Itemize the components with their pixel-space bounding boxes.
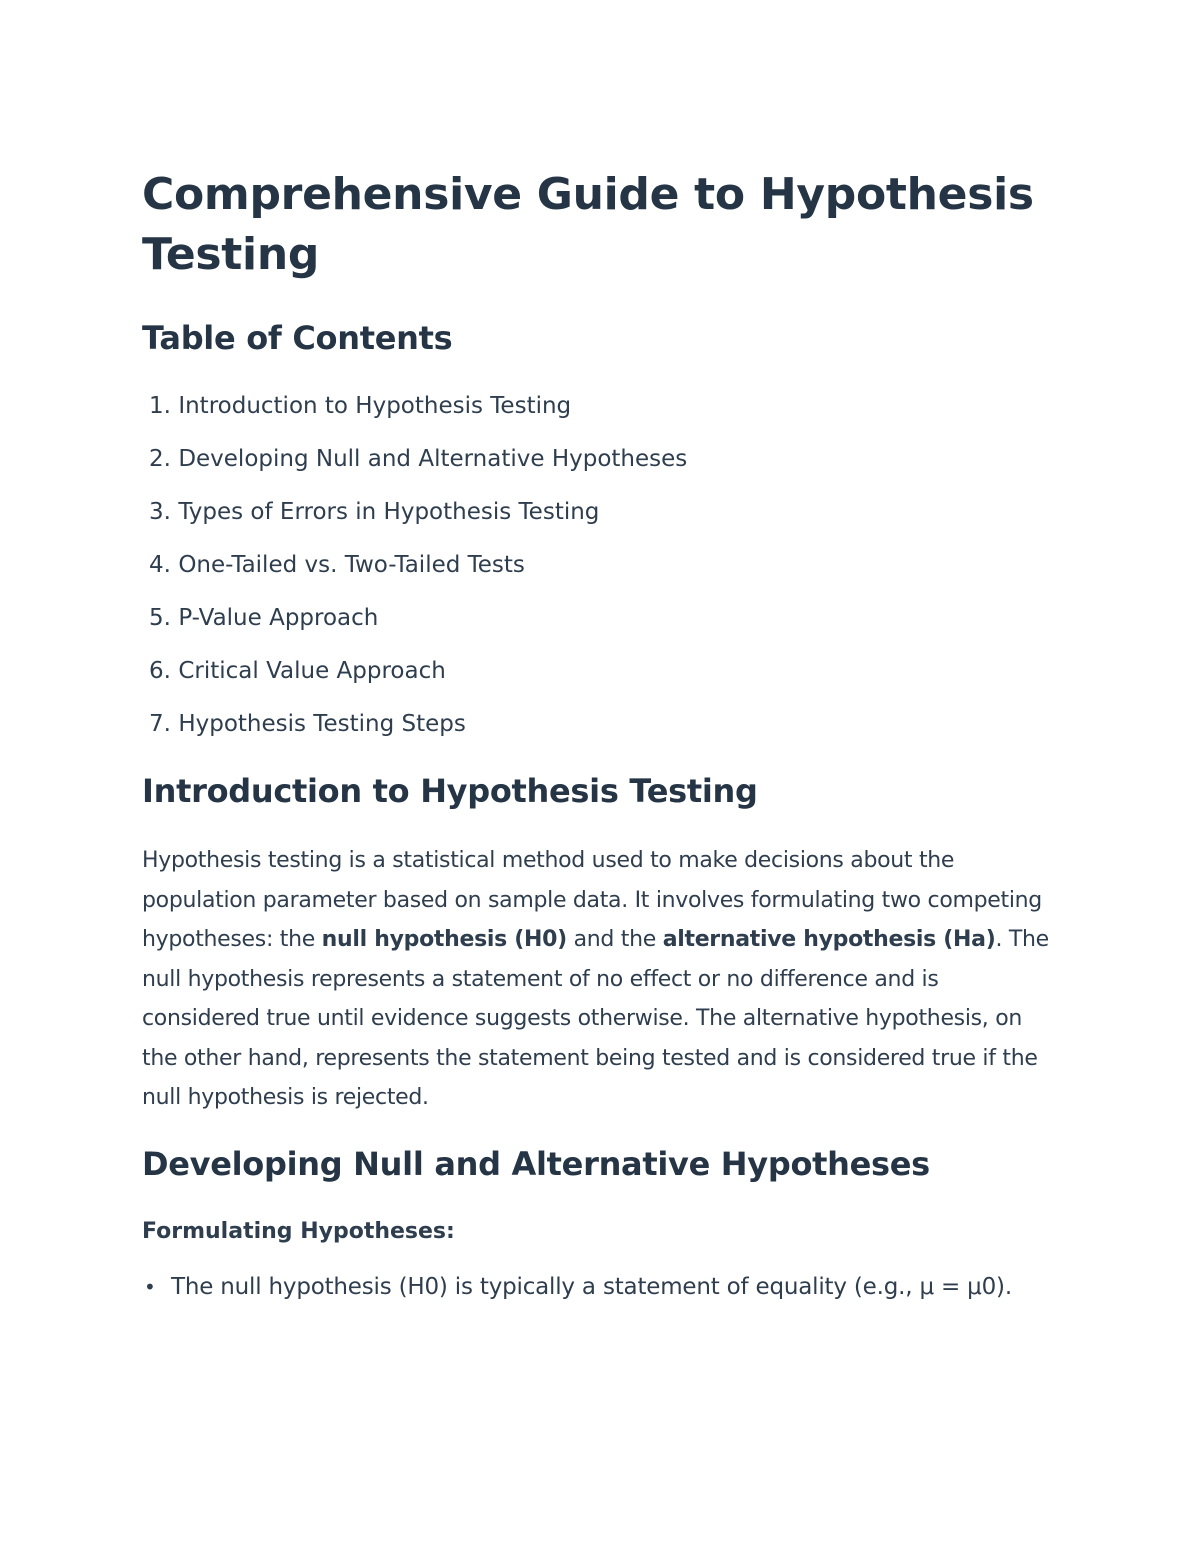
intro-text-part: Hypothesis testing is a statistical method used to make decisions about the population parameter based on sample data. It involves formulating two competing hypotheses: the	[142, 848, 1042, 952]
table-of-contents	[142, 391, 687, 762]
toc-item-critical-value[interactable]	[142, 656, 687, 709]
toc-item-number: 7.	[149, 711, 171, 737]
toc-item-number: 3.	[149, 499, 171, 525]
toc-item-p-value[interactable]	[142, 603, 687, 656]
toc-item-label: Hypothesis Testing Steps	[178, 711, 466, 737]
toc-item-number: 4.	[149, 552, 171, 578]
toc-item-label: One-Tailed vs. Two-Tailed Tests	[178, 552, 525, 578]
intro-paragraph	[142, 841, 1057, 1118]
intro-heading: Introduction to Hypothesis Testing	[142, 772, 758, 810]
toc-item-label: Developing Null and Alternative Hypotheses	[178, 446, 688, 472]
intro-text-part: and the	[566, 927, 663, 952]
bullet-icon: •	[144, 1275, 156, 1299]
alternative-hypothesis-term: alternative hypothesis (Ha)	[662, 927, 996, 952]
toc-item-number: 5.	[149, 605, 171, 631]
toc-item-number: 1.	[149, 393, 171, 419]
toc-item-introduction[interactable]	[142, 391, 687, 444]
null-hypothesis-term: null hypothesis (H0)	[321, 927, 567, 952]
formulating-subheading: Formulating Hypotheses:	[142, 1219, 455, 1244]
toc-heading: Table of Contents	[142, 319, 453, 357]
toc-item-number: 6.	[149, 658, 171, 684]
toc-item-label: Introduction to Hypothesis Testing	[178, 393, 572, 419]
list-item-text: The null hypothesis (H0) is typically a statement of equality (e.g., μ = μ0).	[171, 1274, 1012, 1300]
toc-item-tailed-tests[interactable]	[142, 550, 687, 603]
developing-heading: Developing Null and Alternative Hypotheses	[142, 1145, 930, 1183]
toc-item-developing-hypotheses[interactable]	[142, 444, 687, 497]
formulating-bullet-list	[142, 1268, 1042, 1307]
toc-item-label: Types of Errors in Hypothesis Testing	[178, 499, 600, 525]
toc-item-testing-steps[interactable]	[142, 709, 687, 762]
toc-item-types-of-errors[interactable]	[142, 497, 687, 550]
intro-text-part: . The null hypothesis represents a statement of no effect or no difference and is considered true until evidence suggests otherwise. The alternative hypothesis, on the other hand, represents the statement being tested and is considered true if the null hypothesis is rejected.	[142, 927, 1049, 1110]
toc-item-label: Critical Value Approach	[178, 658, 446, 684]
page-title: Comprehensive Guide to Hypothesis Testing	[142, 169, 1034, 280]
list-item	[142, 1268, 1042, 1307]
toc-item-number: 2.	[149, 446, 171, 472]
toc-item-label: P-Value Approach	[178, 605, 379, 631]
